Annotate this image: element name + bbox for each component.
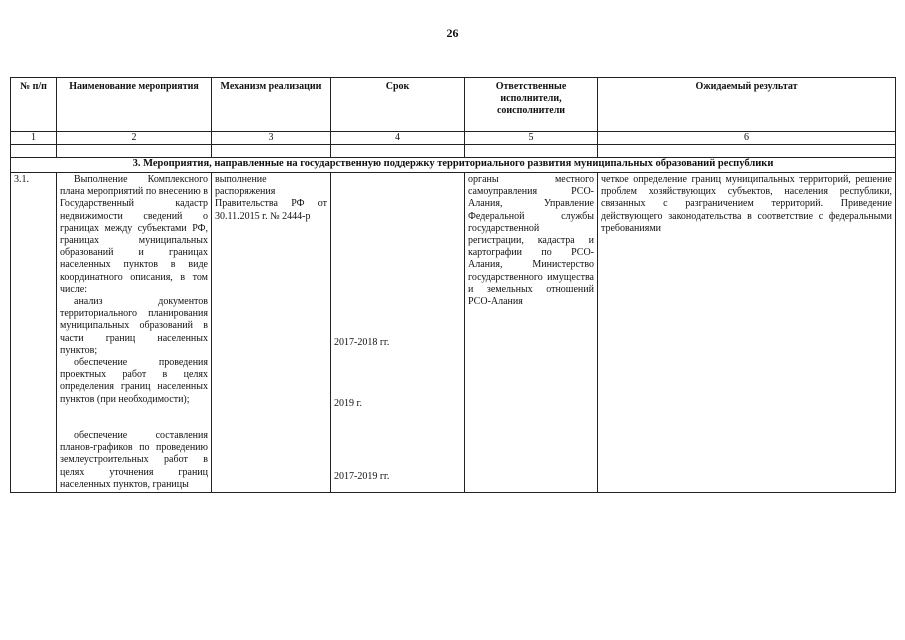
- column-number: 1: [11, 132, 57, 145]
- term-cell: [331, 173, 465, 493]
- responsible-cell: [465, 173, 598, 493]
- term-value: 2019 г.: [334, 398, 362, 409]
- header-result: Ожидаемый результат: [598, 78, 896, 132]
- table-header-row: [11, 78, 896, 132]
- sub-item: обеспечение проведения проектных работ в целях определения границ населенных пунктов (при необходимости);: [60, 357, 208, 405]
- section-heading-row: [11, 158, 896, 173]
- column-number: 5: [465, 132, 598, 145]
- empty-cell: [57, 145, 212, 158]
- empty-cell: [11, 145, 57, 158]
- header-name: Наименование мероприятия: [57, 78, 212, 132]
- column-number: 4: [331, 132, 465, 145]
- column-number-row: [11, 132, 896, 145]
- responsible-text: органы местного самоуправления РСО-Алания, Управление Федеральной службы государственной регистрации, кадастра и картографии по РСО-Алания, Министерство государственного имущества и земельных отношений РСО-Алания: [468, 174, 594, 308]
- sub-item: анализ документов территориального планирования муниципальных образований в части границ населенных пунктов;: [60, 296, 208, 356]
- header-mechanism: Механизм реализации: [212, 78, 331, 132]
- result-text: четкое определение границ муниципальных территорий, решение проблем хозяйствующих субъектов, населения республики, связанных с разграничением территорий. Приведение действующего законодательства в соответствие с федеральными требованиями: [601, 174, 892, 234]
- term-value: 2017-2018 гг.: [334, 337, 390, 348]
- sub-item: обеспечение составления планов-графиков по проведению землеустроительных работ в целях уточнения границ населенных пунктов, границы: [60, 430, 208, 490]
- term-value: 2017-2019 гг.: [334, 471, 390, 482]
- spacer-row: [11, 145, 896, 158]
- section-title: 3. Мероприятия, направленные на государственную поддержку территориального развития муниципальных образований республики: [11, 158, 896, 173]
- measure-intro: Выполнение Комплексного плана мероприятий по внесению в Государственный кадастр недвижимости сведений о границах между субъектами РФ, границах муниципальных образований и границах населенных пунктов в виде координатного описания, в том числе:: [60, 174, 208, 295]
- mechanism-text: выполнение распоряжения Правительства РФ от 30.11.2015 г. № 2444-р: [215, 174, 327, 222]
- column-number: 2: [57, 132, 212, 145]
- header-responsible: Ответственные исполнители, соисполнители: [465, 78, 598, 132]
- measure-name-cell: [57, 173, 212, 493]
- page-number: 26: [446, 26, 459, 40]
- empty-cell: [331, 145, 465, 158]
- header-num: № п/п: [11, 78, 57, 132]
- header-term: Срок: [331, 78, 465, 132]
- mechanism-cell: [212, 173, 331, 493]
- row-number: 3.1.: [11, 173, 57, 493]
- empty-cell: [598, 145, 896, 158]
- measures-table: [10, 77, 896, 493]
- result-cell: [598, 173, 896, 493]
- empty-cell: [465, 145, 598, 158]
- empty-cell: [212, 145, 331, 158]
- column-number: 3: [212, 132, 331, 145]
- table-row: [11, 173, 896, 493]
- column-number: 6: [598, 132, 896, 145]
